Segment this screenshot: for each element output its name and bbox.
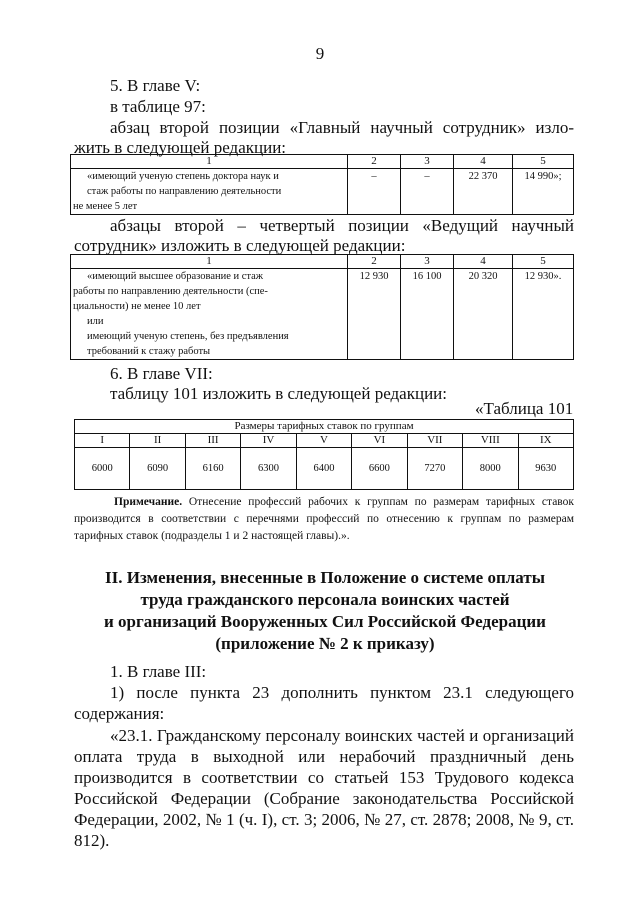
group-header: I (75, 434, 130, 448)
note-text: Отнесение профессий рабочих к группам по размерам тарифных ставок производится в соответствии с перечнями профессий по отнесению к группам по размерам тарифных ставок (подразделы 1 и 2 настоящей главы).». (74, 496, 574, 542)
col-header: 2 (348, 155, 401, 169)
group-header: IX (518, 434, 574, 448)
table-cell: 12 930». (513, 269, 574, 360)
col-header: 1 (71, 155, 348, 169)
table-cell: 22 370 (454, 169, 513, 215)
rate-value: 6600 (352, 448, 407, 490)
body-text: 1) после пункта 23 дополнить пунктом 23.1 следующего (110, 683, 574, 702)
rate-value: 6400 (296, 448, 351, 490)
table-cell: – (401, 169, 454, 215)
col-header: 3 (401, 155, 454, 169)
col-header: 1 (71, 255, 348, 269)
instruction-line: абзацы второй – четвертый позиции «Ведущий научный (110, 216, 574, 235)
chapter-vii-heading: 6. В главе VII: (110, 364, 213, 383)
group-header: V (296, 434, 351, 448)
col-header: 5 (513, 155, 574, 169)
col-header: 2 (348, 255, 401, 269)
table-cell: 14 990»; (513, 169, 574, 215)
body-text: содержания: (74, 704, 165, 723)
table-cell: 16 100 (401, 269, 454, 360)
table-cell-text: «имеющий высшее образование и стаж работы по направлению деятельности (спе- циальности) не менее 10 лет или имеющий ученую степень, без предъявления требований к стажу работы (71, 269, 348, 360)
group-header: VII (407, 434, 462, 448)
body-paragraph: «23.1. Гражданскому персоналу воинских частей и организаций оплата труда в выходной или нерабочий праздничный день производится в соответствии со статьей 153 Трудового кодекса Российской Федерации (Собрание законодательства Российской Федерации, 2002, № 1 (ч. I), ст. 3; 2006, № 27, ст. 2878; 2008, № 9, ст. 812). (74, 726, 574, 850)
chapter-iii-heading: 1. В главе III: (110, 662, 207, 681)
table-101 (74, 419, 574, 490)
rate-value: 9630 (518, 448, 574, 490)
section-title: II. Изменения, внесенные в Положение о системе оплаты труда гражданского персонала воинских частей и организаций Вооруженных Сил Российской Федерации (приложение № 2 к приказу) (104, 568, 546, 653)
col-header: 4 (454, 155, 513, 169)
page-number: 9 (315, 44, 325, 63)
table-cell: – (348, 169, 401, 215)
table-97-chief (70, 154, 574, 215)
rate-value: 6300 (241, 448, 296, 490)
table-caption: Размеры тарифных ставок по группам (75, 420, 574, 434)
rate-value: 6000 (75, 448, 130, 490)
table-cell: 12 930 (348, 269, 401, 360)
rate-value: 7270 (407, 448, 462, 490)
table-101-intro: таблицу 101 изложить в следующей редакции: (110, 384, 447, 403)
group-header: VI (352, 434, 407, 448)
group-header: IV (241, 434, 296, 448)
note-label: Примечание. (114, 496, 183, 508)
group-header: VIII (463, 434, 518, 448)
group-header: II (130, 434, 185, 448)
table-cell-text: «имеющий ученую степень доктора наук и стаж работы по направлению деятельности не менее 5 лет (71, 169, 348, 215)
col-header: 5 (513, 255, 574, 269)
instruction-line: абзац второй позиции «Главный научный сотрудник» изло- (110, 118, 574, 137)
table-note (74, 494, 574, 545)
chapter-v-heading: 5. В главе V: (110, 76, 201, 95)
col-header: 3 (401, 255, 454, 269)
table-101-label: «Таблица 101 (475, 399, 574, 418)
table-cell: 20 320 (454, 269, 513, 360)
table-97-leading (70, 254, 574, 360)
rate-value: 6160 (185, 448, 240, 490)
rate-value: 6090 (130, 448, 185, 490)
col-header: 4 (454, 255, 513, 269)
instruction-line: жить в следующей редакции: (74, 138, 287, 157)
group-header: III (185, 434, 240, 448)
table-97-intro: в таблице 97: (110, 97, 206, 116)
rate-value: 8000 (463, 448, 518, 490)
instruction-line: сотрудник» изложить в следующей редакции: (74, 236, 406, 255)
